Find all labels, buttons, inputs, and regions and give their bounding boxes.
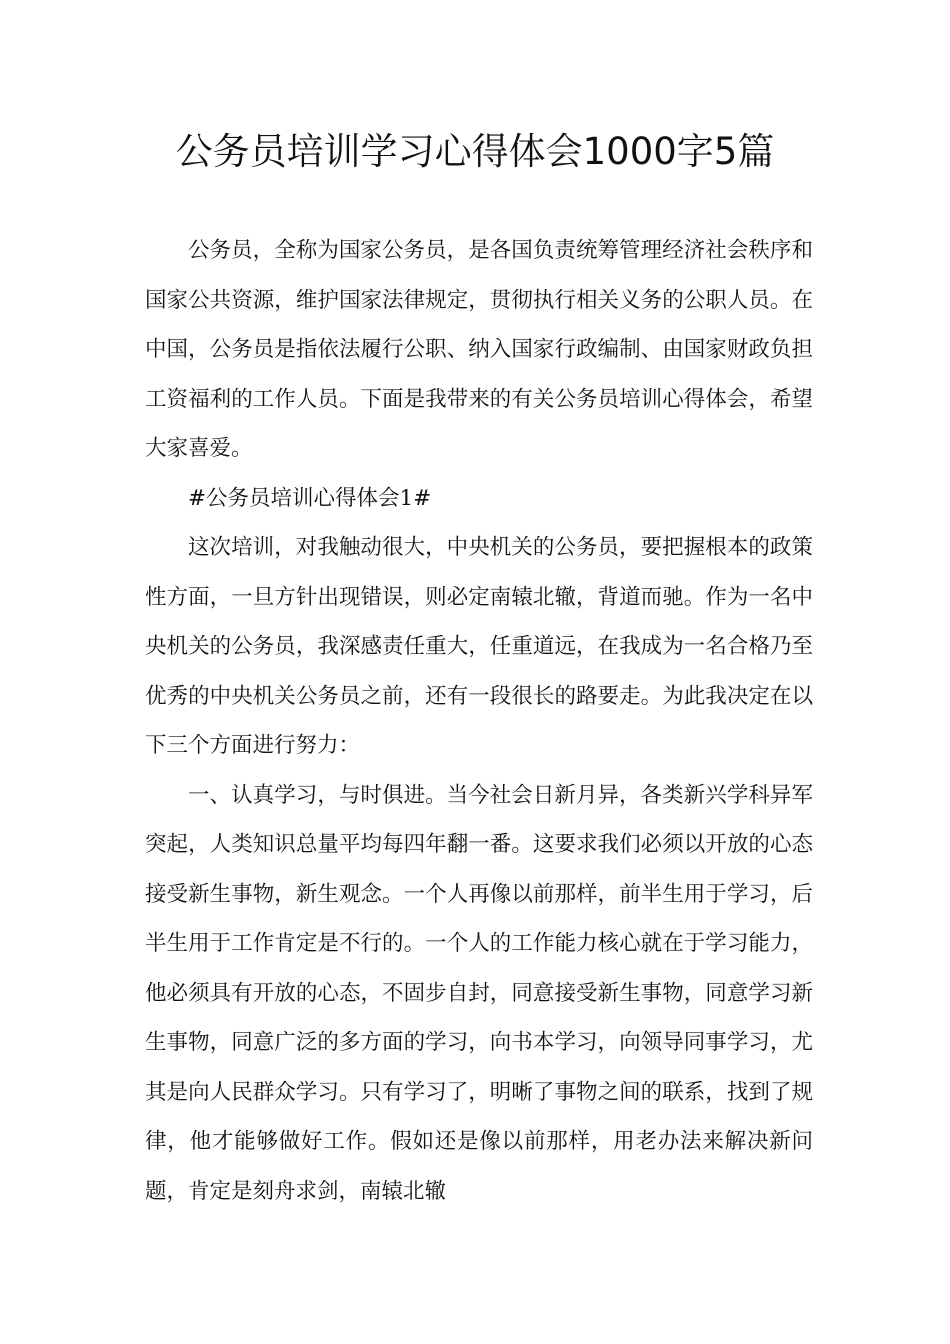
paragraph-point-1: 一、认真学习，与时俱进。当今社会日新月异，各类新兴学科异军突起，人类知识总量平均每四年翻一番。这要求我们必须以开放的心态接受新生事物，新生观念。一个人再像以前那样，前半生用于学习，后半生用于工作肯定是不行的。一个人的工作能力核心就在于学习能力，他必须具有开放的心态，不固步自封，同意接受新生事物，同意学习新生事物，同意广泛的多方面的学习，向书本学习，向领导同事学习，尤其是向人民群众学习。只有学习了，明晰了事物之间的联系，找到了规律，他才能够做好工作。假如还是像以前那样，用老办法来解决新问题，肯定是刻舟求剑，南辕北辙: [145, 782, 813, 1204]
document-body: [145, 226, 813, 1216]
paragraph-section-1: 这次培训，对我触动很大，中央机关的公务员，要把握根本的政策性方面，一旦方针出现错误，则必定南辕北辙，背道而驰。作为一名中央机关的公务员，我深感责任重大，任重道远，在我成为一名合格乃至优秀的中央机关公务员之前，还有一段很长的路要走。为此我决定在以下三个方面进行努力：: [145, 535, 813, 758]
document-title: 公务员培训学习心得体会1000字5篇: [175, 130, 775, 173]
paragraph-intro: 公务员，全称为国家公务员，是各国负责统筹管理经济社会秩序和国家公共资源，维护国家法律规定，贯彻执行相关义务的公职人员。在中国，公务员是指依法履行公职、纳入国家行政编制、由国家财政负担工资福利的工作人员。下面是我带来的有关公务员培训心得体会，希望大家喜爱。: [145, 238, 813, 461]
section-heading: #公务员培训心得体会1#: [188, 485, 432, 511]
